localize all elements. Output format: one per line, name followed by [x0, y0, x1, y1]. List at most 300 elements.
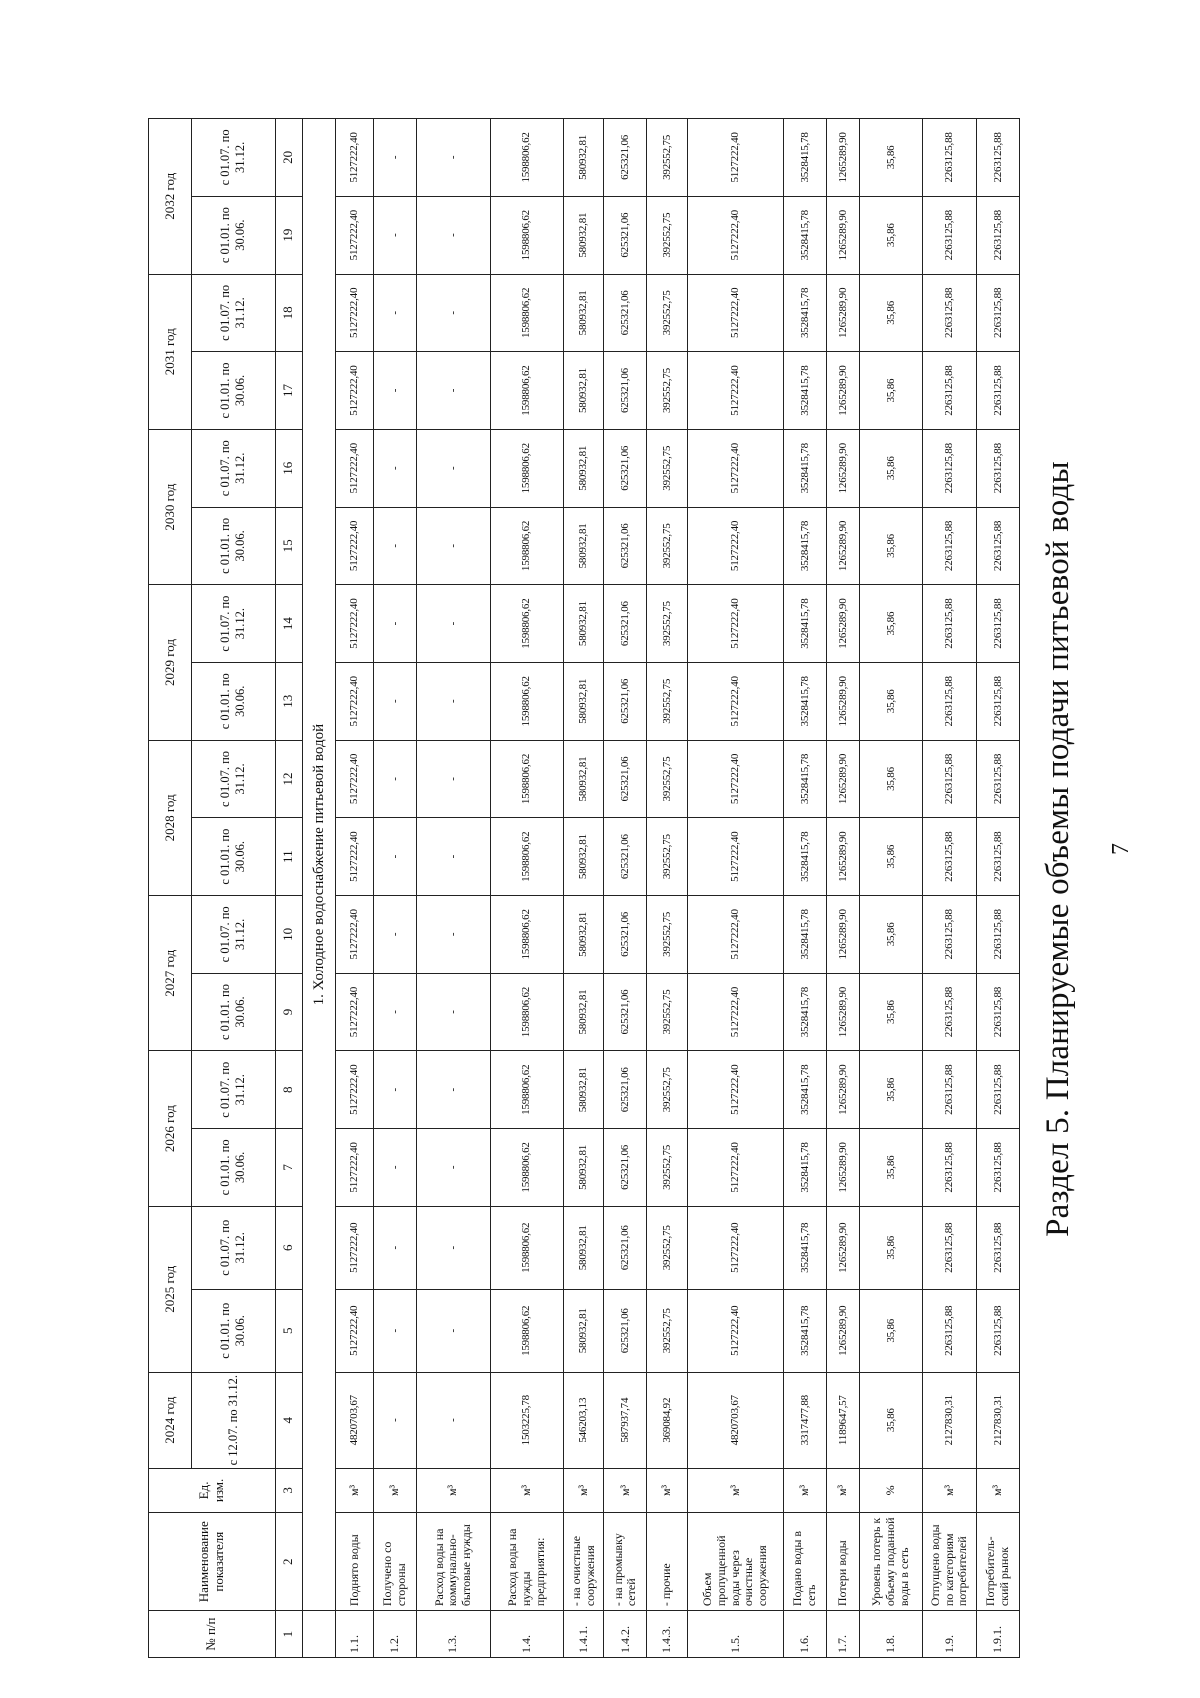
row-value: 1265289,90 [827, 1289, 860, 1372]
column-number: 6 [275, 1206, 303, 1289]
row-value: 1265289,90 [827, 896, 860, 974]
row-value: 392552,75 [647, 896, 687, 974]
table-row [417, 119, 490, 1658]
row-value: 580932,81 [563, 818, 603, 896]
row-name: Объем пропущенной воды через очистные сооружения [687, 1513, 783, 1611]
row-value: 5127222,40 [336, 1206, 374, 1289]
header-row-periods [192, 119, 276, 1658]
row-value: 392552,75 [647, 196, 687, 274]
row-value-2024: 1503225,78 [490, 1372, 563, 1468]
row-value: 5127222,40 [687, 662, 783, 740]
row-value: 5127222,40 [336, 662, 374, 740]
row-number: 1.4. [490, 1611, 563, 1658]
row-value: 5127222,40 [687, 429, 783, 507]
table-row [687, 119, 783, 1658]
row-value: - [417, 662, 490, 740]
row-value: 1265289,90 [827, 818, 860, 896]
row-value: 625321,06 [604, 1206, 647, 1289]
row-name: - прочие [647, 1513, 687, 1611]
section-title: 1. Холодное водоснабжение питьевой водой [303, 119, 336, 1611]
row-name: Расход воды на коммунально-бытовые нужды [417, 1513, 490, 1611]
table-row [827, 119, 860, 1658]
row-value: 3528415,78 [784, 585, 827, 663]
row-value: 2263125,88 [976, 818, 1019, 896]
row-value: 625321,06 [604, 818, 647, 896]
row-value: 625321,06 [604, 585, 647, 663]
row-name: Потребитель-ский рынок [976, 1513, 1019, 1611]
row-value: 5127222,40 [687, 818, 783, 896]
row-value-2024: 35,86 [860, 1372, 923, 1468]
column-number: 15 [275, 507, 303, 585]
column-number: 3 [275, 1468, 303, 1513]
column-number: 14 [275, 585, 303, 663]
row-value: 2263125,88 [923, 585, 977, 663]
row-value: 580932,81 [563, 740, 603, 818]
row-number: 1.6. [784, 1611, 827, 1658]
row-value: 35,86 [860, 818, 923, 896]
row-value: 580932,81 [563, 274, 603, 352]
row-value: 2263125,88 [976, 1206, 1019, 1289]
row-value: 3528415,78 [784, 1206, 827, 1289]
row-value: 5127222,40 [336, 740, 374, 818]
row-unit: м³ [336, 1468, 374, 1513]
row-value: 1598806,62 [490, 896, 563, 974]
row-value: 625321,06 [604, 1051, 647, 1129]
row-value: 35,86 [860, 274, 923, 352]
row-value-2024: 4820703,67 [687, 1372, 783, 1468]
row-value: 3528415,78 [784, 274, 827, 352]
row-value: 1265289,90 [827, 1129, 860, 1207]
page-number: 7 [1108, 843, 1134, 855]
row-value-2024: 2127830,31 [976, 1372, 1019, 1468]
row-value: - [374, 1206, 417, 1289]
row-value: 35,86 [860, 196, 923, 274]
row-value: 5127222,40 [336, 429, 374, 507]
column-number: 12 [275, 740, 303, 818]
table-row [374, 119, 417, 1658]
row-value: 35,86 [860, 1206, 923, 1289]
row-value: 3528415,78 [784, 818, 827, 896]
row-value: 2263125,88 [976, 896, 1019, 974]
header-period: с 01.01. по 30.06. [192, 1289, 276, 1372]
row-value: 2263125,88 [923, 429, 977, 507]
section-row [303, 119, 336, 1658]
table-row [490, 119, 563, 1658]
row-value: 392552,75 [647, 507, 687, 585]
row-value: 1598806,62 [490, 507, 563, 585]
row-unit: м³ [687, 1468, 783, 1513]
row-value: 35,86 [860, 1129, 923, 1207]
header-period: с 01.07. по 31.12. [192, 274, 276, 352]
row-value: 3528415,78 [784, 196, 827, 274]
row-number: 1.4.3. [647, 1611, 687, 1658]
row-value: 2263125,88 [976, 585, 1019, 663]
row-value: - [374, 818, 417, 896]
header-period: с 01.07. по 31.12. [192, 1206, 276, 1289]
row-value: 392552,75 [647, 1206, 687, 1289]
row-unit: м³ [647, 1468, 687, 1513]
table-row [563, 119, 603, 1658]
row-value: 1598806,62 [490, 119, 563, 197]
row-value: 5127222,40 [687, 1289, 783, 1372]
row-value: - [374, 662, 417, 740]
row-value: - [374, 119, 417, 197]
row-value: 5127222,40 [336, 818, 374, 896]
column-number: 20 [275, 119, 303, 197]
row-value: 5127222,40 [336, 196, 374, 274]
row-value: 5127222,40 [687, 274, 783, 352]
row-unit: м³ [374, 1468, 417, 1513]
header-period: с 01.01. по 30.06. [192, 1129, 276, 1207]
page-title: Раздел 5. Планируемые объемы подачи питьевой воды [1040, 461, 1076, 1237]
row-value: - [374, 1051, 417, 1129]
header-name: Наименование показателя [149, 1513, 276, 1611]
row-value: 392552,75 [647, 973, 687, 1051]
row-value: 5127222,40 [687, 585, 783, 663]
row-value: 625321,06 [604, 662, 647, 740]
row-name: Уровень потерь к объему поданной воды в сеть [860, 1513, 923, 1611]
column-number: 2 [275, 1513, 303, 1611]
row-value: - [417, 896, 490, 974]
header-year: 2032 год [149, 119, 192, 275]
row-value: 1265289,90 [827, 196, 860, 274]
row-value: 2263125,88 [923, 1206, 977, 1289]
row-value: 2263125,88 [976, 740, 1019, 818]
row-value: 5127222,40 [336, 1129, 374, 1207]
row-value: 392552,75 [647, 274, 687, 352]
row-value: - [374, 973, 417, 1051]
row-number: 1.4.1. [563, 1611, 603, 1658]
row-value: - [417, 507, 490, 585]
row-value-2024: 4820703,67 [336, 1372, 374, 1468]
row-value: 2263125,88 [976, 274, 1019, 352]
row-value: 5127222,40 [687, 1206, 783, 1289]
row-value: 1598806,62 [490, 1051, 563, 1129]
row-value: 392552,75 [647, 119, 687, 197]
row-number: 1.7. [827, 1611, 860, 1658]
header-period: с 01.01. по 30.06. [192, 352, 276, 430]
row-value: 580932,81 [563, 1129, 603, 1207]
row-value: 35,86 [860, 585, 923, 663]
table-row [784, 119, 827, 1658]
row-number: 1.9.1. [976, 1611, 1019, 1658]
row-value: 5127222,40 [336, 274, 374, 352]
row-value: 392552,75 [647, 740, 687, 818]
row-value: 1265289,90 [827, 429, 860, 507]
row-value: 2263125,88 [976, 352, 1019, 430]
row-unit: м³ [604, 1468, 647, 1513]
header-period: с 12.07. по 31.12. [192, 1372, 276, 1468]
row-value: 5127222,40 [336, 507, 374, 585]
row-value: 2263125,88 [923, 1289, 977, 1372]
row-value-2024: 2127830,31 [923, 1372, 977, 1468]
row-name: - на очистные сооружения [563, 1513, 603, 1611]
row-value: 2263125,88 [923, 507, 977, 585]
table-row [647, 119, 687, 1658]
row-value: 3528415,78 [784, 973, 827, 1051]
row-name: Потери воды [827, 1513, 860, 1611]
row-value: 2263125,88 [976, 1051, 1019, 1129]
row-number: 1.9. [923, 1611, 977, 1658]
row-value: 392552,75 [647, 352, 687, 430]
row-value-2024: 587937,74 [604, 1372, 647, 1468]
header-year: 2031 год [149, 274, 192, 429]
row-value: 3528415,78 [784, 1129, 827, 1207]
row-unit: м³ [490, 1468, 563, 1513]
row-value: 1598806,62 [490, 662, 563, 740]
column-number: 9 [275, 973, 303, 1051]
header-year: 2024 год [149, 1372, 192, 1468]
row-value: 580932,81 [563, 662, 603, 740]
row-value: - [417, 274, 490, 352]
row-value: - [417, 1129, 490, 1207]
row-value: 3528415,78 [784, 1051, 827, 1129]
row-value: 1598806,62 [490, 585, 563, 663]
row-value: 580932,81 [563, 119, 603, 197]
row-value-2024: - [374, 1372, 417, 1468]
row-unit: м³ [417, 1468, 490, 1513]
row-value: 2263125,88 [923, 973, 977, 1051]
header-period: с 01.01. по 30.06. [192, 818, 276, 896]
row-value: - [374, 1289, 417, 1372]
row-value: 1598806,62 [490, 973, 563, 1051]
row-value: 3528415,78 [784, 740, 827, 818]
row-value: 3528415,78 [784, 119, 827, 197]
row-value: 2263125,88 [923, 119, 977, 197]
row-value: 392552,75 [647, 585, 687, 663]
header-period: с 01.07. по 31.12. [192, 1051, 276, 1129]
column-number: 10 [275, 896, 303, 974]
row-value: 625321,06 [604, 896, 647, 974]
row-value: 5127222,40 [336, 352, 374, 430]
row-number: 1.5. [687, 1611, 783, 1658]
row-value: 2263125,88 [976, 119, 1019, 197]
row-value: 1598806,62 [490, 1206, 563, 1289]
column-number: 11 [275, 818, 303, 896]
row-unit: м³ [784, 1468, 827, 1513]
row-value: 5127222,40 [687, 119, 783, 197]
row-value: 392552,75 [647, 1289, 687, 1372]
row-value: 625321,06 [604, 119, 647, 197]
row-value: 5127222,40 [687, 507, 783, 585]
table-row [976, 119, 1019, 1658]
row-value: 3528415,78 [784, 352, 827, 430]
row-value: 580932,81 [563, 896, 603, 974]
row-value: 1598806,62 [490, 1289, 563, 1372]
row-unit: м³ [923, 1468, 977, 1513]
header-year: 2025 год [149, 1206, 192, 1372]
header-year: 2028 год [149, 740, 192, 895]
header-year: 2026 год [149, 1051, 192, 1206]
table-row [604, 119, 647, 1658]
row-name: Получено со стороны [374, 1513, 417, 1611]
row-value-2024: 3317477,88 [784, 1372, 827, 1468]
row-value: 580932,81 [563, 1289, 603, 1372]
row-value: 392552,75 [647, 818, 687, 896]
row-value: - [417, 740, 490, 818]
row-value: - [417, 196, 490, 274]
row-value: 625321,06 [604, 429, 647, 507]
row-value: - [374, 507, 417, 585]
header-num: № п/п [149, 1611, 276, 1658]
row-value: - [374, 196, 417, 274]
row-value-2024: 369084,92 [647, 1372, 687, 1468]
row-value: 2263125,88 [923, 274, 977, 352]
row-value: 2263125,88 [923, 740, 977, 818]
header-row-column-numbers [275, 119, 303, 1658]
row-value: 1265289,90 [827, 740, 860, 818]
column-number: 1 [275, 1611, 303, 1658]
row-number: 1.2. [374, 1611, 417, 1658]
row-value: - [417, 429, 490, 507]
header-period: с 01.07. по 31.12. [192, 585, 276, 663]
row-value: 1598806,62 [490, 740, 563, 818]
row-value: 3528415,78 [784, 896, 827, 974]
row-value: 1265289,90 [827, 507, 860, 585]
row-value: 2263125,88 [976, 1289, 1019, 1372]
row-value: 1265289,90 [827, 352, 860, 430]
row-name: Расход воды на нужды предприятия: [490, 1513, 563, 1611]
column-number: 8 [275, 1051, 303, 1129]
row-value: 5127222,40 [336, 1051, 374, 1129]
row-value: 2263125,88 [923, 1129, 977, 1207]
row-value: 3528415,78 [784, 1289, 827, 1372]
row-name: - на промывку сетей [604, 1513, 647, 1611]
column-number: 7 [275, 1129, 303, 1207]
row-value: 625321,06 [604, 740, 647, 818]
row-value: 5127222,40 [336, 896, 374, 974]
header-period: с 01.07. по 31.12. [192, 740, 276, 818]
row-value: 392552,75 [647, 1129, 687, 1207]
row-value: - [417, 119, 490, 197]
header-unit: Ед. изм. [149, 1468, 276, 1513]
row-value: 1265289,90 [827, 119, 860, 197]
row-value: 35,86 [860, 662, 923, 740]
row-value: 580932,81 [563, 973, 603, 1051]
column-number: 19 [275, 196, 303, 274]
header-period: с 01.01. по 30.06. [192, 662, 276, 740]
row-value: 35,86 [860, 1051, 923, 1129]
row-value: 625321,06 [604, 1129, 647, 1207]
row-value-2024: 1189647,57 [827, 1372, 860, 1468]
row-value: 625321,06 [604, 973, 647, 1051]
row-value: - [374, 740, 417, 818]
row-value: 2263125,88 [976, 973, 1019, 1051]
header-year: 2029 год [149, 585, 192, 740]
row-value: 1598806,62 [490, 352, 563, 430]
row-value: - [417, 973, 490, 1051]
row-value: 2263125,88 [923, 896, 977, 974]
row-value: 35,86 [860, 352, 923, 430]
row-value-2024: - [417, 1372, 490, 1468]
row-value: 3528415,78 [784, 507, 827, 585]
row-value: - [417, 1289, 490, 1372]
row-value: 2263125,88 [976, 662, 1019, 740]
row-value: 392552,75 [647, 1051, 687, 1129]
row-number: 1.4.2. [604, 1611, 647, 1658]
header-period: с 01.01. по 30.06. [192, 973, 276, 1051]
row-value: 2263125,88 [923, 662, 977, 740]
row-value: 625321,06 [604, 507, 647, 585]
row-value: 1265289,90 [827, 1051, 860, 1129]
water-supply-table [148, 118, 1020, 1658]
row-value: 625321,06 [604, 196, 647, 274]
row-value: 392552,75 [647, 429, 687, 507]
row-value: 2263125,88 [923, 196, 977, 274]
column-number: 5 [275, 1289, 303, 1372]
table-row [336, 119, 374, 1658]
row-value: 1598806,62 [490, 196, 563, 274]
row-value: 2263125,88 [923, 1051, 977, 1129]
row-value: - [417, 585, 490, 663]
row-name: Поднято воды [336, 1513, 374, 1611]
row-value: - [374, 352, 417, 430]
row-value: 580932,81 [563, 429, 603, 507]
column-number: 18 [275, 274, 303, 352]
row-value: - [374, 429, 417, 507]
row-unit: м³ [827, 1468, 860, 1513]
row-value: 580932,81 [563, 196, 603, 274]
row-value: 35,86 [860, 973, 923, 1051]
header-period: с 01.07. по 31.12. [192, 429, 276, 507]
row-value: 1265289,90 [827, 1206, 860, 1289]
row-value: 2263125,88 [976, 1129, 1019, 1207]
row-value: 1265289,90 [827, 973, 860, 1051]
row-value: 580932,81 [563, 1051, 603, 1129]
row-value: 35,86 [860, 1289, 923, 1372]
column-number: 16 [275, 429, 303, 507]
row-value: 1265289,90 [827, 274, 860, 352]
row-value: 2263125,88 [976, 196, 1019, 274]
row-value: 5127222,40 [336, 973, 374, 1051]
row-value-2024: 546203,13 [563, 1372, 603, 1468]
row-value: 5127222,40 [336, 119, 374, 197]
row-value: 580932,81 [563, 352, 603, 430]
row-value: 5127222,40 [687, 973, 783, 1051]
row-value: 2263125,88 [976, 429, 1019, 507]
row-value: - [417, 818, 490, 896]
column-number: 17 [275, 352, 303, 430]
header-period: с 01.07. по 31.12. [192, 119, 276, 197]
row-value: 5127222,40 [687, 196, 783, 274]
header-year: 2030 год [149, 429, 192, 584]
row-value: - [374, 585, 417, 663]
row-name: Отпущено воды по категориям потребителей [923, 1513, 977, 1611]
row-value: 2263125,88 [923, 818, 977, 896]
row-value: 1598806,62 [490, 274, 563, 352]
row-value: 35,86 [860, 119, 923, 197]
row-value: - [374, 1129, 417, 1207]
row-value: 625321,06 [604, 352, 647, 430]
column-number: 4 [275, 1372, 303, 1468]
row-value: 580932,81 [563, 507, 603, 585]
row-value: 1598806,62 [490, 429, 563, 507]
row-value: 5127222,40 [336, 585, 374, 663]
header-period: с 01.07. по 31.12. [192, 896, 276, 974]
row-value: 580932,81 [563, 585, 603, 663]
row-value: 580932,81 [563, 1206, 603, 1289]
row-value: - [374, 274, 417, 352]
row-number: 1.1. [336, 1611, 374, 1658]
row-value: 392552,75 [647, 662, 687, 740]
header-period: с 01.01. по 30.06. [192, 196, 276, 274]
header-period: с 01.01. по 30.06. [192, 507, 276, 585]
row-value: 35,86 [860, 507, 923, 585]
row-value: 5127222,40 [687, 1129, 783, 1207]
row-value: - [417, 1051, 490, 1129]
row-value: 2263125,88 [923, 352, 977, 430]
row-value: 625321,06 [604, 1289, 647, 1372]
